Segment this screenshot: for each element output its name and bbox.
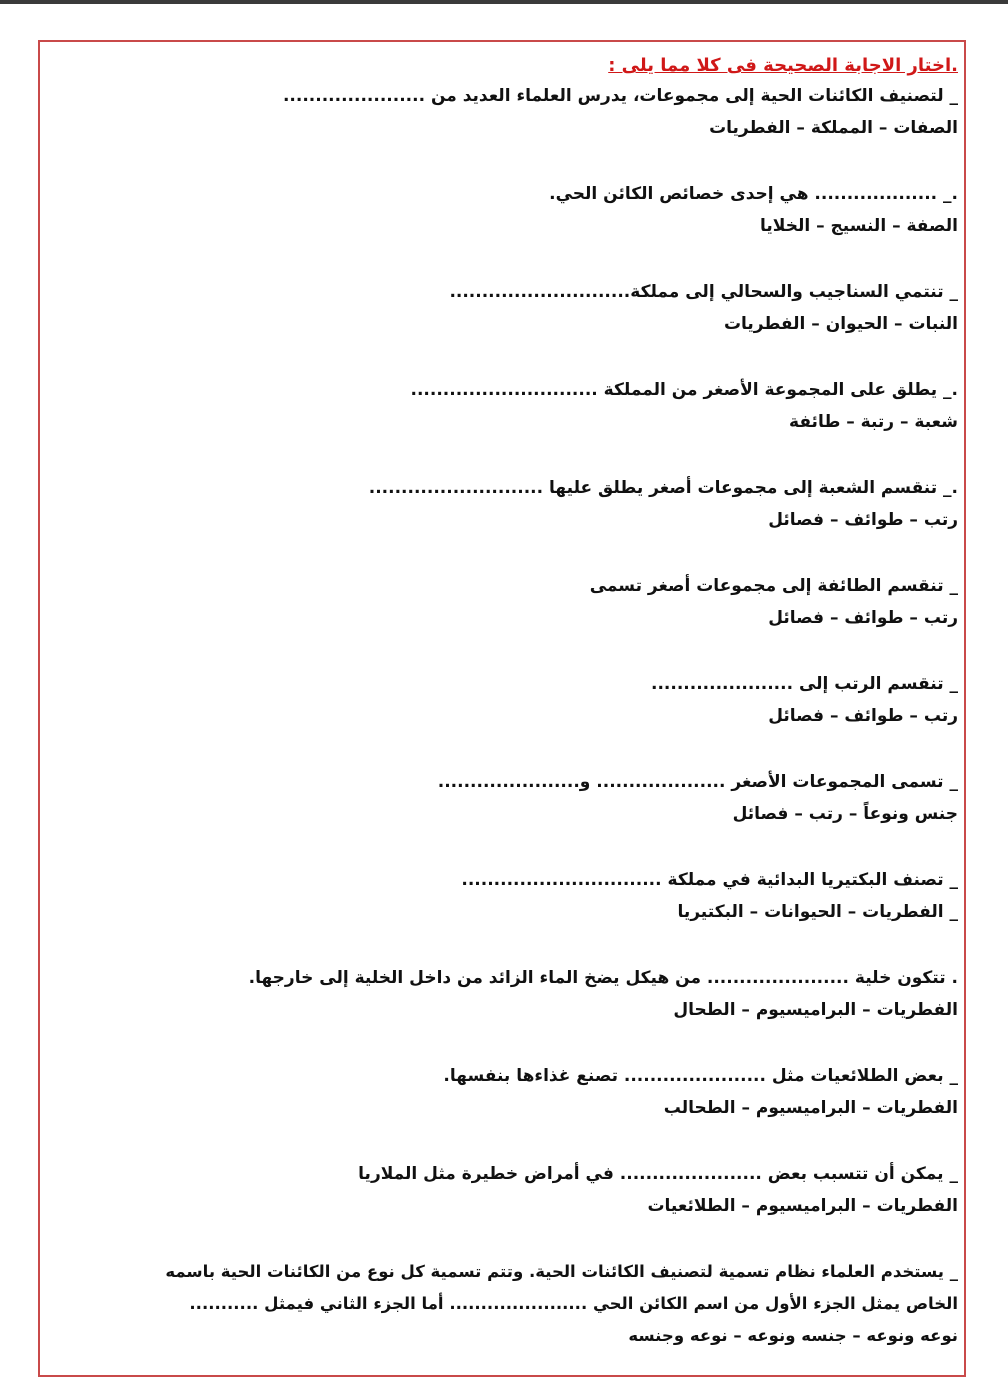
question-8 [56,766,958,830]
question-1 [56,80,958,144]
top-edge-bar [0,0,1008,4]
question-12 [56,1158,958,1222]
question-options: الفطريات – البراميسيوم – الطلائعيات [647,1196,958,1216]
question-options: رتب – طوائف – فصائل [768,706,958,726]
question-text: _ تصنف البكتيريا البدائية في مملكة ............................... [461,870,958,890]
title-row [56,52,958,80]
question-text: . تتكون خلية ...................... من هيكل يضخ الماء الزائد من داخل الخلية إلى خارجها. [248,968,958,988]
question-text: ._ يطلق على المجموعة الأصغر من المملكة ............................. [410,380,958,400]
question-text: _ تنقسم الرتب إلى ...................... [650,674,958,694]
question-options: الفطريات – البراميسيوم – الطحال [673,1000,958,1020]
question-6 [56,570,958,634]
question-text: ._ تنقسم الشعبة إلى مجموعات أصغر يطلق عليها ........................... [368,478,958,498]
question-text: _ تنتمي السناجيب والسحالي إلى مملكة............................ [449,282,958,302]
question-9 [56,864,958,928]
question-options: الصفة – النسيج – الخلايا [760,216,958,236]
question-options: _ الفطريات – الحيوانات – البكتيريا [677,902,958,922]
question-text: _ بعض الطلائعيات مثل ...................... تصنع غذاءها بنفسها. [443,1066,958,1086]
question-5 [56,472,958,536]
question-options: شعبة – رتبة – طائفة [789,412,958,432]
question-3 [56,276,958,340]
question-7 [56,668,958,732]
question-text: _ يستخدم العلماء نظام تسمية لتصنيف الكائنات الحية. وتتم تسمية كل نوع من الكائنات الحية باسمه [165,1262,958,1281]
question-options: رتب – طوائف – فصائل [768,608,958,628]
question-text: ._ ................... هي إحدى خصائص الكائن الحي. [549,184,958,204]
question-options: الصفات – المملكة – الفطريات [709,118,958,138]
question-text: _ يمكن أن تتسبب بعض ...................... في أمراض خطيرة مثل الملاريا [358,1164,958,1184]
question-options: الفطريات – البراميسيوم – الطحالب [663,1098,958,1118]
question-10 [56,962,958,1026]
question-text: _ تسمى المجموعات الأصغر .................... و...................... [437,772,958,792]
question-text: _ تنقسم الطائفة إلى مجموعات أصغر تسمى [589,576,958,596]
question-11 [56,1060,958,1124]
question-options: النبات – الحيوان – الفطريات [723,314,958,334]
question-text-continued: الخاص يمثل الجزء الأول من اسم الكائن الحي ...................... أما الجزء الثاني فيمثل ........... [189,1294,958,1313]
worksheet [56,52,958,1352]
question-options: نوعه ونوعه – جنسه ونوعه – نوعه وجنسه [628,1326,958,1345]
worksheet-title: .اختار الاجابة الصحيحة فى كلا مما يلى : [608,55,958,76]
question-13 [56,1256,958,1352]
question-options: رتب – طوائف – فصائل [768,510,958,530]
question-2 [56,178,958,242]
question-options: جنس ونوعاً – رتب – فصائل [732,804,958,824]
question-text: _ لتصنيف الكائنات الحية إلى مجموعات، يدرس العلماء العديد من ...................... [282,86,958,106]
question-4 [56,374,958,438]
